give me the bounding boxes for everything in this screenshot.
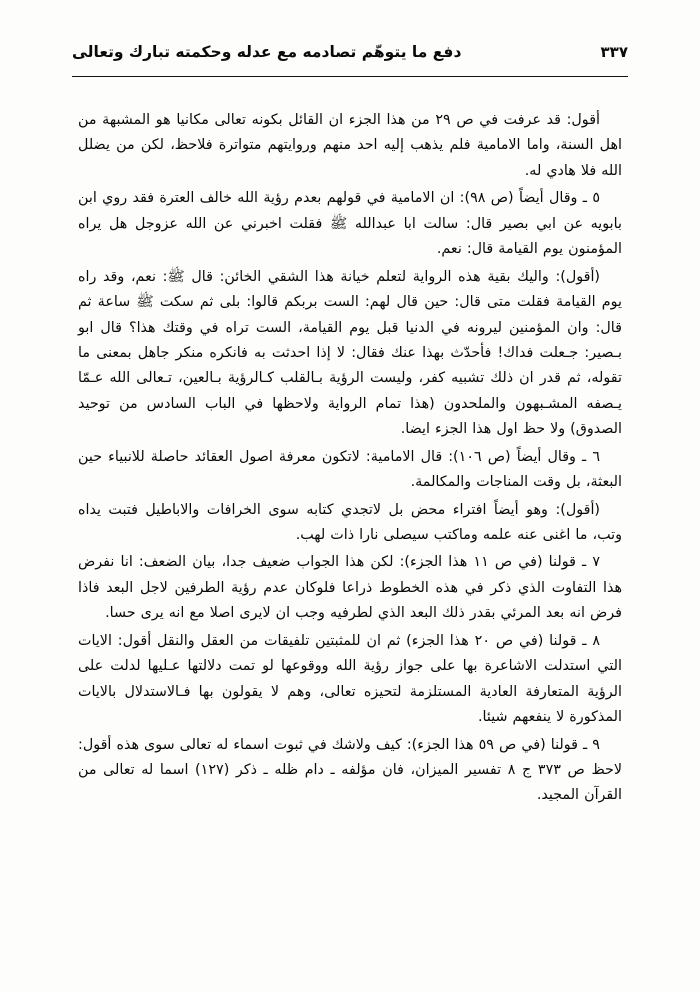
page-number: ٣٣٧ (600, 43, 628, 61)
page-header (72, 42, 628, 64)
paragraph: ٦ ـ وقال أيضاً (ص ١٠٦): قال الامامية: لاتكون معرفة اصول العقائد حاصلة للانبياء حين البعثة، بل وقت المناجات والمكالمة. (78, 448, 622, 491)
paragraph: (أقول): وهو أيضاً افتراء محض بل لاتجدي كتابه سوى الخرافات والاباطيل فتبت يداه وتب، ما اغنى عنه علمه وماكتب سيصلى نارا ذات لهب. (78, 501, 622, 543)
page-body (78, 108, 622, 811)
paragraph: ٥ ـ وقال أيضاً (ص ٩٨): ان الامامية في قولهم بعدم رؤية الله خالف العترة فقد روي ابن بابويه عن ابي بصير قال: سالت ابا عبدالله ﷺ فقلت اخبرني عن الله عزوجل هل يراه المؤمنون يوم القيامة قال: نعم. (78, 190, 622, 258)
paragraph: ٩ ـ قولنا (في ص ٥٩ هذا الجزء): كيف ولاشك في ثبوت اسماء له تعالى سوى هذه أقول: لاحظ ص ٣٧٣ ج ٨ تفسير الميزان، فان مؤلفه ـ دام ظله ـ ذكر (١٢٧) اسما له تعالى من القرآن المجيد. (78, 736, 623, 804)
paragraph: ٧ ـ قولنا (في ص ١١ هذا الجزء): لكن هذا الجواب ضعيف جدا، بيان الضعف: انا نفرض هذا التفاوت الذي ذكر في هذه الخطوط ذراعا فلوكان عدم رؤية الطرفين لاجل البعد فاذا فرض انه بعد المرئي بقدر ذلك البعد الذي لطرفيه وجب ان لايرى اصلا مع انه يرى حسا. (78, 554, 622, 622)
header-divider (72, 76, 628, 77)
paragraph: ٨ ـ قولنا (في ص ٢٠ هذا الجزء) ثم ان للمثبتين تلفيقات من العقل والنقل أقول: الايات التي استدلت الاشاعرة بها على جواز رؤية الله ووقوعها لو تمت دلالتها عـليها لدلت على الرؤية المتعارفة العادية المستلزمة لتحيزه تعالى، وهم لا يقولون بها فـالاستدلال بالايات المذكورة لا ينفعهم شيئا. (78, 632, 622, 726)
paragraph: أقول: قد عرفت في ص ٢٩ من هذا الجزء ان القائل بكونه تعالى مكانيا هو المشبهة من اهل السنة، واما الامامية فلم يذهب إليه احد منهم وروايتهم متواترة فلاحظ، لكن من يضلل الله فلا هادي له. (78, 112, 622, 179)
paragraph: (أقول): واليك بقية هذه الرواية لتعلم خيانة هذا الشقي الخائن: قال ﷺ: نعم، وقد راه يوم القيامة فقلت متى قال: حين قال لهم: الست بربكم قالوا: بلى ثم سكت ﷺ ساعة ثم قال: وان المؤمنين ليرونه في الدنيا قبل يوم القيامة، الست تراه في وقتك هذا؟ قال ابو بـصير: جـعلت فداك! فأحدّث بهذا عنك فقال: لا إذا احدثت به فانكره منكر جاهل بمعنى ما تقوله، ثم قدر ان ذلك تشبيه كفر، وليست الرؤية بـالقلب كـالرؤية بـالعين، تـعالى الله عـمّا يـصفه المشـبهون والملحدون (هذا تمام الرواية ولاحظها في الباب السادس من توحيد الصدوق) ولا حظ اول هذا الجزء ايضا. (78, 268, 622, 438)
running-head-title: دفع ما يتوهّم تصادمه مع عدله وحكمته تبارك وتعالى (72, 43, 462, 61)
